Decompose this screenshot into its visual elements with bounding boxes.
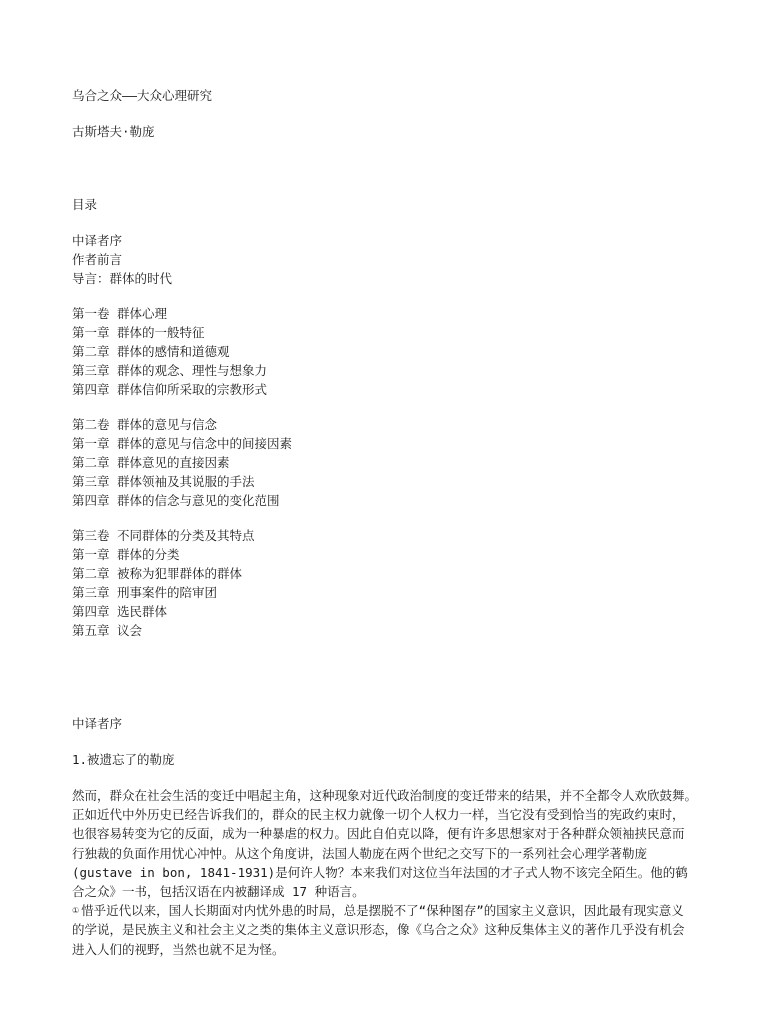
toc-entry: 导言：群体的时代	[72, 271, 173, 286]
document-author: 古斯塔夫·勒庞	[72, 124, 155, 139]
toc-entry: 第三章 群体的观念、理性与想象力	[72, 363, 268, 378]
toc-entry: 第四章 选民群体	[72, 604, 168, 619]
toc-book-3	[72, 526, 712, 640]
note-line: 的学说，是民族主义和社会主义之类的集体主义意识形态，像《乌合之众》这种反集体主义的著作几乎没有机会	[72, 922, 685, 938]
toc-entry: 中译者序	[72, 233, 123, 248]
toc-front-matter	[72, 231, 712, 288]
toc-entry: 第二卷 群体的意见与信念	[72, 417, 218, 432]
toc-entry: 第四章 群体信仰所采取的宗教形式	[72, 382, 268, 397]
toc-entry: 第二章 群体的感情和道德观	[72, 344, 230, 359]
body-line: 合之众》一书，包括汉语在内被翻译成 17 种语言。	[72, 884, 365, 900]
document-page	[72, 86, 712, 959]
toc-entry: 第三章 刑事案件的陪审团	[72, 585, 218, 600]
body-line: 也很容易转变为它的反面，成为一种暴虐的权力。因此自伯克以降，便有许多思想家对于各种群众领袖挟民意而	[72, 826, 685, 842]
toc-entry: 第一卷 群体心理	[72, 306, 168, 321]
toc-entry: 第二章 被称为犯罪群体的群体	[72, 566, 243, 581]
document-title: 乌合之众——大众心理研究	[72, 88, 213, 103]
toc-entry: 第一章 群体的分类	[72, 547, 180, 562]
footnote-marker: ①	[72, 906, 80, 916]
note-line: 进入人们的视野，当然也就不足为怪。	[72, 941, 285, 957]
body-line: (gustave in bon, 1841-1931)是何许人物？本来我们对这位当年法国的才子式人物不该完全陌生。他的鹤	[72, 864, 688, 880]
note-line	[72, 901, 712, 920]
toc-entry: 第五章 议会	[72, 623, 143, 638]
toc-entry: 第一章 群体的意见与信念中的间接因素	[72, 436, 293, 451]
body-paragraph	[72, 786, 712, 959]
section-heading: 1.被遗忘了的勒庞	[72, 752, 175, 767]
note-text: 惜乎近代以来，国人长期面对内忧外患的时局，总是摆脱不了“保种图存”的国家主义意识，因此最有现实意义	[81, 903, 684, 919]
body-line: 正如近代中外历史已经告诉我们的，群众的民主权力就像一切个人权力一样，当它没有受到恰当的宪政约束时，	[72, 807, 685, 823]
toc-heading: 目录	[72, 197, 98, 212]
toc-entry: 第三卷 不同群体的分类及其特点	[72, 528, 255, 543]
toc-entry: 第三章 群体领袖及其说服的手法	[72, 474, 255, 489]
toc-entry: 第一章 群体的一般特征	[72, 325, 205, 340]
toc-book-2	[72, 415, 712, 510]
preface-heading: 中译者序	[72, 716, 123, 731]
toc-entry: 第四章 群体的信念与意见的变化范围	[72, 493, 280, 508]
body-line: 然而，群众在社会生活的变迁中唱起主角，这种现象对近代政治制度的变迁带来的结果，并不全都令人欢欣鼓舞。	[72, 788, 698, 803]
toc-entry: 第二章 群体意见的直接因素	[72, 455, 230, 470]
toc-entry: 作者前言	[72, 252, 123, 267]
body-line: 行独裁的负面作用忧心冲忡。从这个角度讲，法国人勒庞在两个世纪之交写下的一系列社会心理学著勒庞	[72, 845, 648, 861]
toc-book-1	[72, 304, 712, 399]
